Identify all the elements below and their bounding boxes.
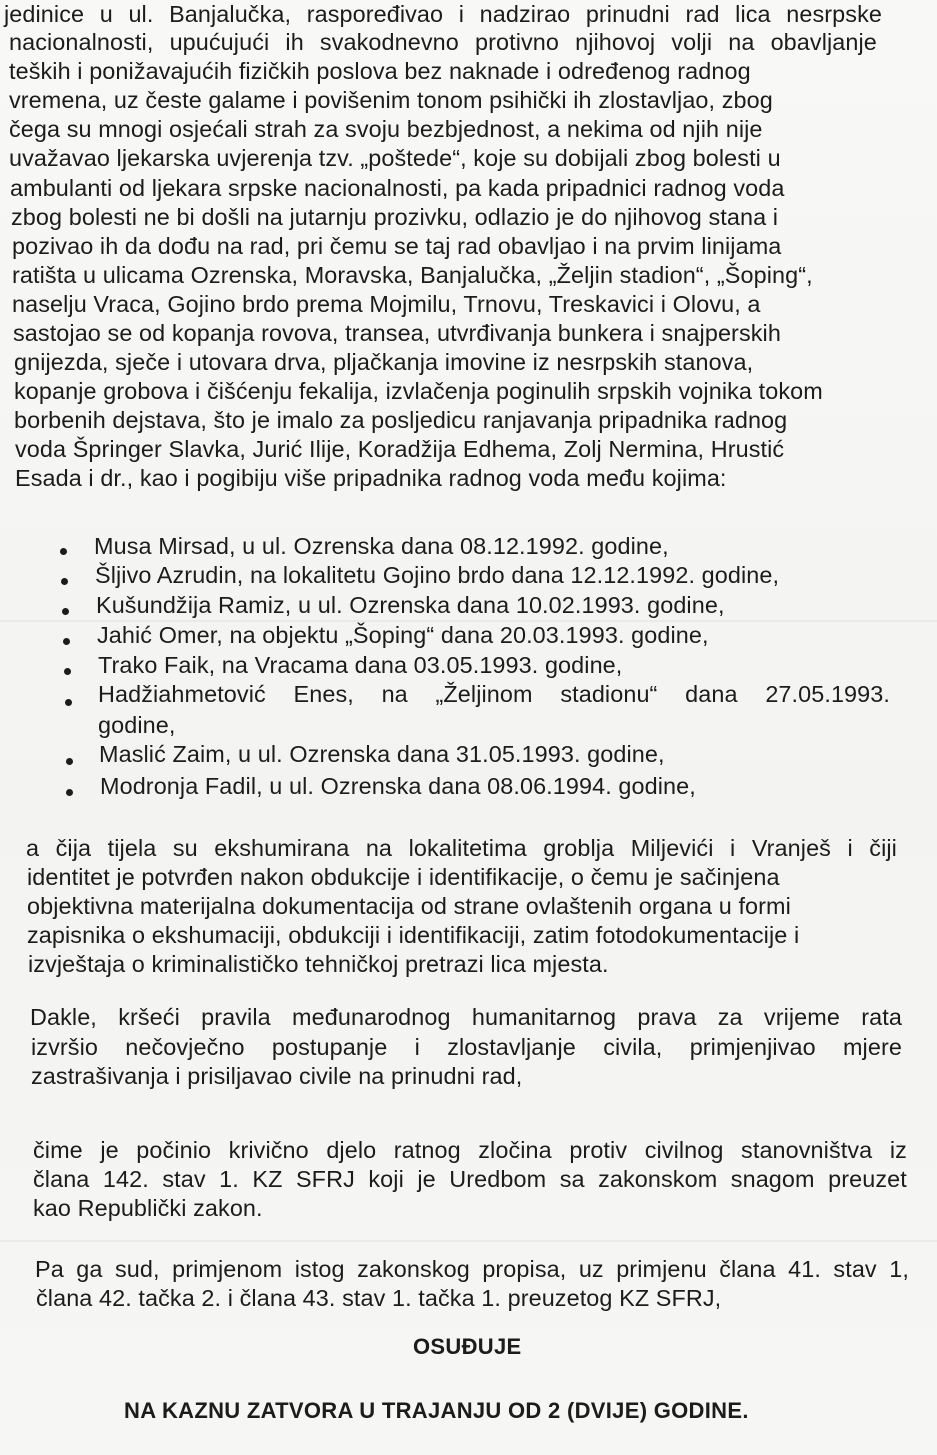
- word: preuzet: [828, 1166, 907, 1192]
- bullet-icon: [60, 548, 67, 555]
- word: i: [458, 1, 465, 27]
- word: protiv: [569, 1137, 628, 1163]
- word: SFRJ: [295, 1166, 355, 1192]
- list-item: Jahić Omer, na objektu „Šoping“ dana 20.03.1993. godine,: [97, 622, 709, 648]
- word: svakodnevno: [319, 29, 459, 55]
- text-line: teških i ponižavajućih fizičkih poslova bez naknade i određenog radnog: [9, 58, 751, 84]
- word: humanitarnog: [471, 1004, 617, 1030]
- word: lica: [735, 1, 771, 27]
- word: primjenu: [616, 1256, 707, 1282]
- word: upućujući: [169, 29, 270, 55]
- text-line: borbenih dejstava, što je imalo za posljedicu ranjavanja pripadnika radnog: [14, 407, 788, 433]
- text-line: vremena, uz česte galame i povišenim tonom psihički ih zlostavljao, zbog: [9, 87, 773, 113]
- word: kršeći: [118, 1004, 180, 1030]
- word: 142.: [102, 1166, 149, 1192]
- word: stanovništva: [741, 1137, 873, 1163]
- word: Uredbom: [449, 1166, 547, 1192]
- word: 27.05.1993.: [765, 681, 890, 707]
- word: snagom: [730, 1166, 815, 1192]
- word: nadzirao: [479, 1, 571, 27]
- text-line: [35, 1255, 909, 1284]
- text-line: čega su mnogi osjećali strah za svoju bezbjednost, a nekima od njih nije: [9, 116, 763, 142]
- word: za: [717, 1004, 743, 1030]
- word: ih: [285, 29, 304, 55]
- list-item: Modronja Fadil, u ul. Ozrenska dana 08.06.1994. godine,: [100, 773, 696, 799]
- word: sa: [559, 1166, 585, 1192]
- word: počinio: [136, 1137, 212, 1163]
- text-line: [9, 28, 877, 57]
- bullet-icon: [62, 608, 69, 615]
- word: sud,: [115, 1256, 160, 1282]
- word: i: [847, 835, 853, 861]
- text-line: kopanje grobova i čišćenju fekalija, izvlačenja poginulih srpskih vojnika tokom: [14, 378, 823, 404]
- word: zakonskog: [357, 1256, 470, 1282]
- word: rad: [685, 1, 720, 27]
- word: u: [99, 1, 113, 27]
- word: stadionu“: [560, 681, 658, 707]
- word: „Željinom: [435, 681, 533, 707]
- sentence-heading: NA KAZNU ZATVORA U TRAJANJU OD 2 (DVIJE) GODINE.: [124, 1398, 749, 1423]
- word: groblja: [543, 835, 615, 861]
- text-line: člana 42. tačka 2. i člana 43. stav 1. tačka 1. preuzetog KZ SFRJ,: [36, 1285, 722, 1311]
- word: vrijeme: [763, 1004, 840, 1030]
- text-line: zbog bolesti ne bi došli na jutarnju prozivku, odlazio je do njihovog stana i: [11, 204, 779, 230]
- text-line: voda Špringer Slavka, Jurić Ilije, Koradžija Edhema, Zolj Nermina, Hrustić: [15, 436, 785, 462]
- word: i: [730, 835, 736, 861]
- text-line: izvještaja o kriminalističko tehničkoj pretrazi lica mjesta.: [28, 951, 609, 977]
- word: su: [172, 835, 198, 861]
- word: 41.: [788, 1256, 821, 1282]
- word: propisa,: [482, 1256, 567, 1282]
- word: Enes,: [293, 681, 354, 707]
- word: KZ: [252, 1166, 283, 1192]
- word: lokalitetima: [408, 835, 527, 861]
- word: djelo: [326, 1137, 377, 1163]
- word: obavljanje: [770, 29, 877, 55]
- word: zlostavljanje: [447, 1034, 576, 1060]
- text-line: sastojao se od kopanja rovova, transea, utvrđivanja bunkera i snajperskih: [13, 320, 781, 346]
- word: ratnog: [393, 1137, 461, 1163]
- word: raspoređivao: [306, 1, 444, 27]
- word: jedinice: [4, 1, 85, 27]
- text-line: [33, 1165, 907, 1194]
- text-line: [31, 1033, 902, 1062]
- paper-fold-line: [0, 1240, 937, 1242]
- word: istog: [294, 1256, 345, 1282]
- word: iz: [889, 1137, 907, 1163]
- word: stav: [162, 1166, 206, 1192]
- word: nesrpske: [786, 1, 882, 27]
- word: ga: [76, 1256, 103, 1282]
- list-item-continuation: godine,: [98, 712, 176, 738]
- word: stav: [833, 1256, 877, 1282]
- word: postupanje: [271, 1034, 388, 1060]
- bullet-icon: [63, 638, 70, 645]
- text-line: [33, 1136, 907, 1165]
- text-line: naselju Vraca, Gojino brdo prema Mojmilu, Trnovu, Treskavici i Olovu, a: [12, 291, 761, 317]
- word: na: [728, 29, 755, 55]
- word: ekshumirana: [214, 835, 350, 861]
- word: Vranješ: [751, 835, 831, 861]
- word: nečovječno: [125, 1034, 245, 1060]
- word: člana: [719, 1256, 776, 1282]
- word: primjenom: [172, 1256, 283, 1282]
- word: 1,: [889, 1256, 909, 1282]
- word: Dakle,: [30, 1004, 97, 1030]
- word: zločina: [478, 1137, 552, 1163]
- bullet-icon: [65, 699, 72, 706]
- word: uz: [578, 1256, 604, 1282]
- word: 1.: [219, 1166, 239, 1192]
- word: dana: [685, 681, 738, 707]
- word: rata: [861, 1004, 902, 1030]
- word: i: [414, 1034, 420, 1060]
- word: volji: [671, 29, 713, 55]
- bullet-icon: [66, 789, 73, 796]
- text-line: ratišta u ulicama Ozrenska, Moravska, Banjalučka, „Željin stadion“, „Šoping“,: [12, 262, 813, 288]
- word: čime: [33, 1137, 83, 1163]
- word: zakonskom: [598, 1166, 718, 1192]
- word: izvršio: [31, 1034, 98, 1060]
- word: je: [417, 1166, 436, 1192]
- word: tijela: [107, 835, 157, 861]
- list-item: Trako Faik, na Vracama dana 03.05.1993. godine,: [98, 652, 623, 678]
- word: na: [381, 681, 408, 707]
- word: Banjalučka,: [169, 1, 292, 27]
- word: civilnog: [644, 1137, 724, 1163]
- text-line: ambulanti od ljekara srpske nacionalnosti, pa kada pripadnici radnog voda: [10, 175, 785, 201]
- word: pravila: [201, 1004, 271, 1030]
- word: prinudni: [585, 1, 670, 27]
- word: koji: [368, 1166, 404, 1192]
- text-line: identitet je potvrđen nakon obdukcije i identifikacije, o čemu je sačinjena: [27, 864, 780, 890]
- word: međunarodnog: [292, 1004, 451, 1030]
- word: čija: [55, 835, 92, 861]
- word: je: [100, 1137, 119, 1163]
- word: ul.: [128, 1, 154, 27]
- word: a: [26, 835, 40, 861]
- list-item: Kušundžija Ramiz, u ul. Ozrenska dana 10.02.1993. godine,: [96, 592, 725, 618]
- word: primjenjivao: [689, 1034, 816, 1060]
- word: prava: [637, 1004, 697, 1030]
- text-line: [26, 834, 897, 863]
- text-line: zapisnika o ekshumaciji, obdukciji i identifikaciji, zatim fotodokumentacije i: [27, 922, 800, 948]
- list-item: Šljivo Azrudin, na lokalitetu Gojino brdo dana 12.12.1992. godine,: [95, 562, 780, 588]
- word: protivno: [474, 29, 559, 55]
- text-line: [4, 0, 882, 29]
- word: čiji: [869, 835, 897, 861]
- word: Miljevići: [630, 835, 714, 861]
- list-item: Maslić Zaim, u ul. Ozrenska dana 31.05.1993. godine,: [99, 741, 665, 767]
- word: mjere: [842, 1034, 902, 1060]
- bullet-icon: [64, 668, 71, 675]
- text-line: zastrašivanja i prisiljavao civile na prinudni rad,: [31, 1063, 523, 1089]
- word: na: [365, 835, 393, 861]
- word: krivično: [228, 1137, 309, 1163]
- text-line: gnijezda, sječe i utovara drva, pljačkanja imovine iz nesrpskih stanova,: [14, 349, 754, 375]
- text-line: Esada i dr., kao i pogibiju više pripadnika radnog voda među kojima:: [15, 465, 727, 491]
- list-item: Musa Mirsad, u ul. Ozrenska dana 08.12.1992. godine,: [94, 533, 669, 559]
- text-line: pozivao ih da dođu na rad, pri čemu se taj rad obavljao i na prvim linijama: [12, 233, 782, 259]
- bullet-icon: [61, 578, 68, 585]
- text-line: objektivna materijalna dokumentacija od strane ovlaštenih organa u formi: [27, 893, 791, 919]
- text-line: [30, 1003, 902, 1032]
- verdict-heading: OSUĐUJE: [413, 1334, 522, 1359]
- word: njihovoj: [575, 29, 656, 55]
- word: nacionalnosti,: [9, 29, 154, 55]
- word: člana: [33, 1166, 90, 1192]
- text-line: uvažavao ljekarska uvjerenja tzv. „poštede“, koje su dobijali zbog bolesti u: [9, 145, 781, 171]
- bullet-icon: [66, 758, 73, 765]
- word: Hadžiahmetović: [98, 681, 266, 707]
- word: civila,: [603, 1034, 663, 1060]
- list-item: [98, 680, 890, 709]
- text-line: kao Republički zakon.: [33, 1195, 263, 1221]
- word: Pa: [35, 1256, 64, 1282]
